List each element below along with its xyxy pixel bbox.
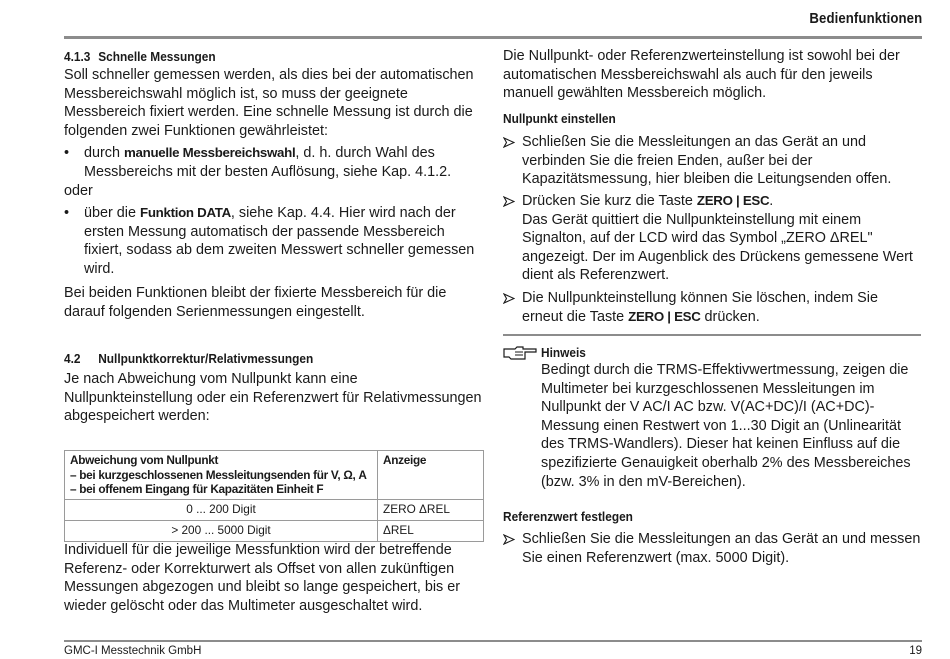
section-title: Schnelle Messungen xyxy=(98,49,216,64)
bullet-emphasis: manuelle Messbereichswahl xyxy=(124,145,296,160)
bullet-list-item xyxy=(64,204,482,278)
step-text: Die Nullpunkteinstellung können Sie löschen, indem Sie erneut die Taste xyxy=(522,290,878,325)
footer-rule xyxy=(64,640,922,642)
bullet-text: durch xyxy=(84,145,124,161)
display-header: Anzeige xyxy=(378,451,484,500)
instruction-step xyxy=(503,133,921,189)
footer-company: GMC-I Messtechnik GmbH xyxy=(64,645,202,657)
s413-closing: Bei beiden Funktionen bleibt der fixierte Messbereich für die darauf folgenden Serienmessungen eingestellt. xyxy=(64,285,447,320)
bullet-dot: • xyxy=(64,145,70,161)
page-header-title: Bedienfunktionen xyxy=(809,10,922,27)
right-intro: Die Nullpunkt- oder Referenzwerteinstellung ist sowohl bei der automatischen Messbereichswahl als auch für den jeweils manuell gewählten Messbereich möglich. xyxy=(503,48,900,102)
bullet-text: über die xyxy=(84,205,141,221)
s42-after-table: Individuell für die jeweilige Messfunktion wird der betreffende Referenz- oder Korrekturwert als Offset von allen zukünftigen Messungen abgezogen und bleibt so lange gespeichert, bis er wieder gelöscht oder das Multimeter ausgeschaltet wird. xyxy=(64,542,461,614)
range-cell: > 200 ... 5000 Digit xyxy=(65,520,378,541)
bullet-emphasis: Funktion DATA xyxy=(140,205,231,220)
display-cell: ZERO ΔREL xyxy=(378,499,484,520)
instruction-step xyxy=(503,192,921,285)
header-line: Abweichung vom Nullpunkt xyxy=(70,453,219,467)
pointing-hand-icon xyxy=(503,345,537,361)
arrow-right-icon xyxy=(503,137,515,148)
section-heading-4-1-3 xyxy=(64,48,216,67)
arrow-right-icon xyxy=(503,196,515,207)
arrow-right-icon xyxy=(503,293,515,304)
referenz-heading: Referenzwert festlegen xyxy=(503,509,633,524)
step-text: Drücken Sie kurz die Taste xyxy=(522,193,697,209)
bullet-text: , siehe Kap. 4.4. Hier wird nach der ersten Messung automatisch der passende Messbereich fixiert, sodass ab dem zweiten Messwert schneller gemessen wird. xyxy=(84,205,475,277)
section-title: Nullpunktkorrektur/Relativmessungen xyxy=(98,351,314,366)
display-cell: ΔREL xyxy=(378,520,484,541)
arrow-right-icon xyxy=(503,534,515,545)
bullet-text: , d. h. durch Wahl des Messbereichs mit der besten Auflösung, siehe Kap. 4.1.2. xyxy=(84,145,452,180)
right-column xyxy=(503,0,921,640)
hint-title: Hinweis xyxy=(541,345,586,360)
bullet-list-item xyxy=(64,144,482,181)
table-row xyxy=(65,499,484,520)
nullpunkt-heading: Nullpunkt einstellen xyxy=(503,111,616,126)
left-column xyxy=(64,0,482,640)
step-text: . xyxy=(769,193,774,209)
key-label: ZERO | ESC xyxy=(628,308,701,324)
s413-intro xyxy=(64,66,482,140)
bullet-dot: • xyxy=(64,205,70,221)
range-cell: 0 ... 200 Digit xyxy=(65,499,378,520)
deviation-header xyxy=(65,451,378,500)
step-text: drücken. xyxy=(700,308,760,325)
section-number: 4.2 xyxy=(64,351,81,366)
section-heading-4-2 xyxy=(64,350,313,369)
header-line: – bei kurzgeschlossenen Messleitungsenden für V, Ω, A xyxy=(70,467,367,482)
table-header-row xyxy=(65,451,484,500)
hint-divider xyxy=(503,334,921,336)
or-text: oder xyxy=(64,183,93,199)
instruction-step xyxy=(503,530,921,567)
s42-intro: Je nach Abweichung vom Nullpunkt kann eine Nullpunkteinstellung oder ein Referenzwert für Relativmessungen abgespeichert werden: xyxy=(64,371,482,425)
instruction-step xyxy=(503,289,921,326)
key-label: ZERO | ESC xyxy=(696,193,770,208)
step-detail: Das Gerät quittiert die Nullpunkteinstellung mit einem Signalton, auf der LCD wird das Symbol „ZERO ΔREL" angezeigt. Der im Augenblick des Drückens gemessene Wert dient als Referenzwert. xyxy=(522,211,913,284)
step-text: Schließen Sie die Messleitungen an das Gerät an und verbinden Sie die freien Enden, außer bei der Kapazitätsmessung, hier bleiben die Leitungsenden offen. xyxy=(522,134,892,188)
page-number: 19 xyxy=(909,645,922,657)
s413-intro-text: Soll schneller gemessen werden, als dies bei der automatischen Messbereichswahl möglich ist, so muss der geeignete Messbereich fixiert werden. Eine schnelle Messung ist durch die folgenden zwei Funktionen gewährleistet: xyxy=(64,67,474,139)
section-number: 4.1.3 xyxy=(64,49,91,64)
zero-correction-table xyxy=(64,450,484,542)
step-text: Schließen Sie die Messleitungen an das Gerät an und messen Sie einen Referenzwert (max. 5000 Digit). xyxy=(522,531,921,566)
table-row xyxy=(65,520,484,541)
hint-text: Bedingt durch die TRMS-Effektivwertmessung, zeigen die Multimeter bei kurzgeschlossenen Messleitungen im Nullpunkt der V AC/I AC bzw. V(AC+DC)/I (AC+DC)-Messung einen Restwert von 1...30 Digit an (Unlinearität des TRMS-Wandlers). Dieser hat keinen Einfluss auf die spezifizierte Genauigkeit oberhalb 2% des Messbereiches (bzw. 3% in den mV-Bereichen). xyxy=(541,362,911,490)
header-line: – bei offenem Eingang für Kapazitäten Einheit F xyxy=(70,482,324,496)
